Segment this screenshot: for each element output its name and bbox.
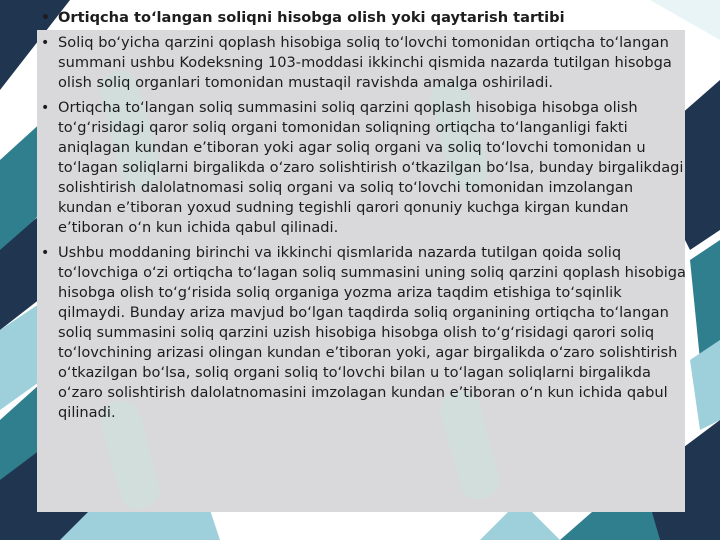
bullet-text: Ortiqcha to‘langan soliq summasini soliq qarzini qoplash hisobiga hisobga olish to‘g‘risidagi qaror soliq organi tomonidan soliqning ortiqcha to‘langanligi fakti aniqlagan kundan e’tiboran yoki agar soliq organi va soliq to‘lovchi tomonidan u to‘lagan soliqlarni birgalikda o‘zaro solishtirish o‘tkazilgan bo‘lsa, bunday birgalikdagi solishtirish dalolatnomasi soliq organi va soliq to‘lovchi tomonidan imzolangan kundan e’tiboran yoxud sudning tegishli qarori qonuniy kuchga kirgan kundan e’tiboran o‘n kun ichida qabul qilinadi. <box>58 99 684 236</box>
slide-content <box>38 8 688 428</box>
slide-bullet <box>38 243 688 423</box>
bullet-glyph: • <box>41 100 50 116</box>
slide-heading-bullet <box>38 8 688 28</box>
bullet-text: Ortiqcha to‘langan soliqni hisobga olish yoki qaytarish tartibi <box>58 9 565 26</box>
bullet-text: Ushbu moddaning birinchi va ikkinchi qismlarida nazarda tutilgan qoida soliq to‘lovchiga o‘zi ortiqcha to‘lagan soliq summasini uning soliq qarzini qoplash hisobiga hisobga olish to‘g‘risida soliq organiga yozma ariza taqdim etishiga to‘sqinlik qilmaydi. Bunday ariza mavjud bo‘lgan taqdirda soliq organining ortiqcha to‘langan soliq summasini soliq qarzini uzish hisobiga hisobga olish to‘g‘risidagi qarori soliq to‘lovchining arizasi olingan kundan e’tiboran yoki, agar birgalikda o‘zaro solishtirish o‘tkazilgan bo‘lsa, soliq organi soliq to‘lovchi bilan u to‘lagan soliqlarni birgalikda o‘zaro solishtirish dalolatnomasini imzolagan kundan e’tiboran o‘n kun ichida qabul qilinadi. <box>58 244 687 421</box>
bullet-glyph: • <box>41 10 50 26</box>
bullet-glyph: • <box>41 35 50 51</box>
slide-bullet <box>38 33 688 93</box>
slide-bullet <box>38 98 688 238</box>
bullet-glyph: • <box>41 245 50 261</box>
bullet-text: Soliq bo‘yicha qarzini qoplash hisobiga soliq to‘lovchi tomonidan ortiqcha to‘langan summani ushbu Kodeksning 103-moddasi ikkinchi qismida nazarda tutilgan hisobga olish soliq organlari tomonidan mustaqil ravishda amalga oshiriladi. <box>58 34 672 91</box>
